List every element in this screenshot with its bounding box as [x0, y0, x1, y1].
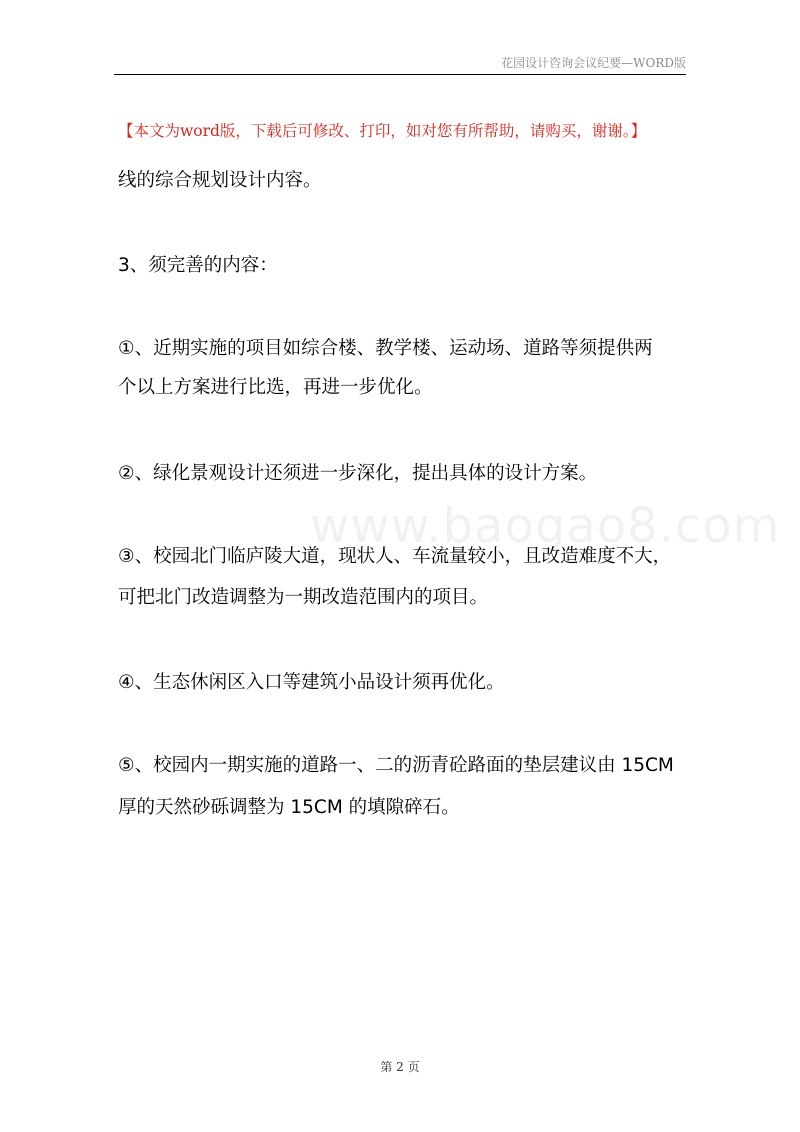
- item-1-line-2: 个以上方案进行比选，再进一步优化。: [118, 377, 433, 398]
- item-4-line-1: ④、生态休闲区入口等建筑小品设计须再优化。: [118, 672, 505, 693]
- watermark: www.baogao8.com: [310, 498, 781, 554]
- purchase-notice: 【本文为word版，下载后可修改、打印，如对您有所帮助，请购买，谢谢。】: [118, 122, 647, 140]
- page-number: 第 2 页: [380, 1060, 420, 1074]
- continuation-paragraph: 线的综合规划设计内容。: [118, 170, 322, 191]
- section-heading: 3、须完善的内容：: [118, 255, 278, 276]
- item-3-line-1: ③、校园北门临庐陵大道，现状人、车流量较小，且改造难度不大，: [118, 546, 672, 567]
- item-1-line-1: ①、近期实施的项目如综合楼、教学楼、运动场、道路等须提供两: [118, 338, 653, 359]
- header-divider: [114, 74, 686, 75]
- item-5-line-1: ⑤、校园内一期实施的道路一、二的沥青砼路面的垫层建议由 15CM: [118, 755, 674, 776]
- item-3-line-2: 可把北门改造调整为一期改造范围内的项目。: [118, 587, 489, 608]
- item-2-line-1: ②、绿化景观设计还须进一步深化，提出具体的设计方案。: [118, 463, 598, 484]
- header-title: 花园设计咨询会议纪要—WORD版: [501, 56, 686, 70]
- item-5-line-2: 厚的天然砂砾调整为 15CM 的填隙碎石。: [118, 797, 460, 818]
